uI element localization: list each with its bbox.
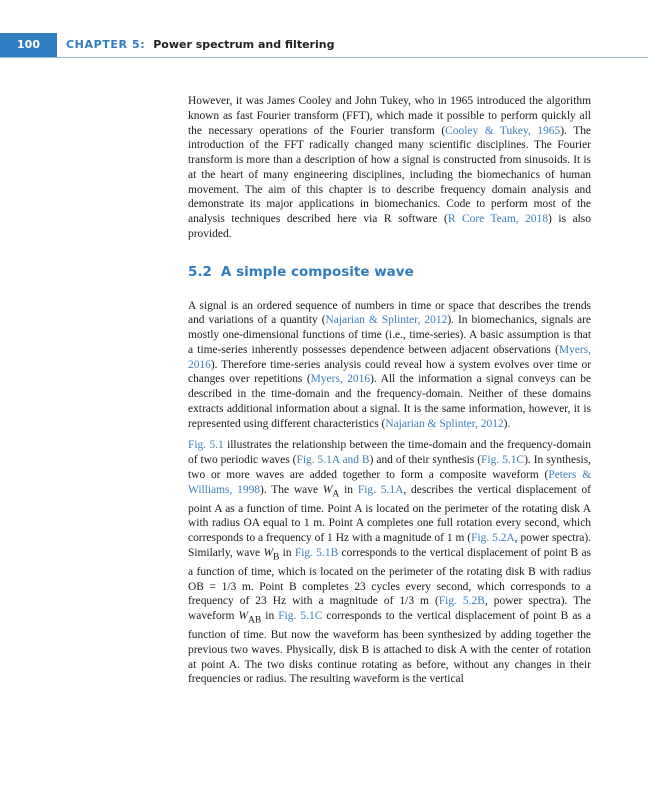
text: ). Therefore time-series analysis could reveal how a system evolves over time or changes over repetitions ( — [188, 358, 591, 386]
chapter-title: Power spectrum and filtering — [153, 38, 335, 51]
paragraph-composite-wave — [188, 438, 591, 687]
text: A signal is an ordered sequence of numbers in time or space that describes the trends and variations of a quantity ( — [188, 299, 591, 327]
section-number: 5.2 — [188, 263, 212, 280]
text: corresponds to the vertical displacement of point B as a function of time, which is located on the perimeter of the rotating disk B with radius OB = 1/3 m. Point B completes 23 cycles every second, which corresponds to a frequency of 23 Hz with a magnitude of 1/3 m ( — [188, 546, 592, 608]
citation-link[interactable]: Myers, 2016 — [310, 373, 371, 386]
chapter-heading — [66, 33, 334, 57]
text: corresponds to the vertical displacement of point B as a function of time. But now the waveform has been synthesized by adding together the previous two waves. Physically, disk B is attached to disk A with the center of rotation at point A. The two disks continue rotating as before, without any changes in their frequencies or radius. The resulting waveform is the vertical — [188, 610, 592, 686]
math-symbol: W — [238, 610, 248, 623]
math-subscript: AB — [247, 614, 262, 626]
figure-link[interactable]: Fig. 5.2A — [471, 532, 515, 545]
paragraph-signal-definition — [188, 299, 591, 432]
figure-link[interactable]: Fig. 5.2B — [438, 595, 485, 608]
text: ) and of their synthesis ( — [369, 454, 482, 466]
text: ). In biomechanics, signals are mostly one-dimensional functions of time (i.e., time-series). A basic assumption is that a time-series inherently possesses dependence between adjacent observations ( — [188, 314, 591, 356]
text: , power spectra). Similarly, wave — [188, 532, 591, 559]
text: in — [339, 483, 358, 496]
math-subscript: A — [332, 487, 340, 499]
section-title: A simple composite wave — [220, 263, 414, 280]
text: ). All the information a signal conveys can be described in the time-domain and the frequency-domain. Neither of these domains extracts additional information about a signal. It is the same information, however, it is represented using different characteristics ( — [188, 373, 591, 430]
body-text — [188, 94, 591, 687]
math-symbol: W — [263, 546, 273, 559]
text: , power spectra). The waveform — [188, 595, 592, 623]
text: However, it was James Cooley and John Tukey, who in 1965 introduced the algorithm known as fast Fourier transform (FFT), which made it possible to perform quickly all the necessary operations of the Fourier transform ( — [188, 95, 591, 137]
citation-link[interactable]: Najarian & Splinter, 2012 — [385, 417, 504, 430]
figure-link[interactable]: Fig. 5.1B — [294, 546, 339, 559]
text: illustrates the relationship between the time-domain and the frequency-domain of two periodic waves ( — [188, 439, 591, 466]
figure-link[interactable]: Fig. 5.1C — [278, 610, 323, 623]
text: ). The wave — [260, 483, 323, 496]
citation-link[interactable]: Myers, 2016 — [188, 343, 591, 371]
page-number: 100 — [0, 33, 57, 57]
figure-link[interactable]: Fig. 5.1A — [357, 483, 404, 496]
text: in — [261, 610, 279, 623]
text: ). In synthesis, two or more waves are added together to form a composite waveform ( — [188, 454, 592, 481]
citation-link[interactable]: Cooley & Tukey, 1965 — [445, 124, 561, 137]
figure-link[interactable]: Fig. 5.1A and B — [296, 454, 370, 466]
citation-link[interactable]: R Core Team, 2018 — [447, 213, 549, 225]
text: in — [279, 546, 295, 559]
running-header — [0, 33, 648, 58]
citation-link[interactable]: Najarian & Splinter, 2012 — [325, 314, 448, 327]
text: ) is also provided. — [188, 213, 591, 240]
section-heading — [188, 264, 591, 280]
figure-link[interactable]: Fig. 5.1 — [188, 439, 224, 452]
text: ). — [503, 417, 511, 430]
text: , describes the vertical displacement of point A as a function of time. Point A is located on the perimeter of the rotating disk A with radius OA equal to 1 m. Point A completes one full rotation every second, which corresponds to a frequency of 1 Hz with a magnitude of 1 m ( — [188, 483, 591, 545]
intro-paragraph — [188, 94, 591, 242]
math-subscript: B — [272, 551, 280, 563]
chapter-label: CHAPTER 5: — [66, 38, 146, 51]
math-symbol: W — [322, 483, 333, 496]
text: ). The introduction of the FFT radically changed many scientific disciplines. The Fourier transform is more than a description of how a signal is constructed from sinusoids. It is at the heart of many engineering disciplines, including the biomechanics of human movement. The aim of this chapter is to describe frequency domain analysis and demonstrate its major applications in biomechanics. Code to perform most of the analysis techniques described here via R software ( — [188, 124, 591, 225]
citation-link[interactable]: Peters & Williams, 1998 — [188, 468, 591, 496]
figure-link[interactable]: Fig. 5.1C — [481, 454, 525, 466]
